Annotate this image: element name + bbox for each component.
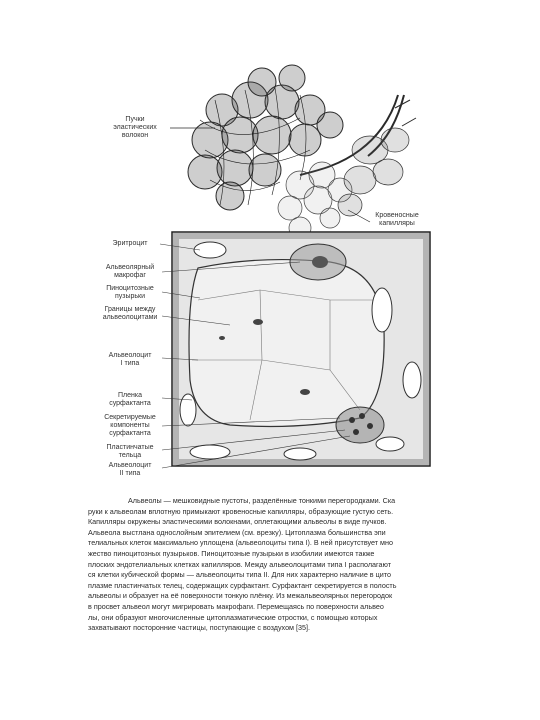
label-pinocytotic-vesicles: Пиноцитозные пузырьки [106,285,154,300]
caption-line: жество пиноцитозных пузырьков. Пиноцитозные пузырьки в изобилии имеются также [88,548,375,558]
caption-line: плазме пластинчатых телец, содержащих сурфактант. Сурфактант секретируется в полость [88,580,397,590]
figure-caption [88,496,444,634]
caption-line: захватывают посторонние частицы, поступающие с воздухом [35]. [88,623,310,633]
inset-drawing [160,232,430,468]
caption-line: плоских эндотелиальных клетках капилляров. Между альвеолоцитами типа I располагают [88,559,392,569]
caption-line: альвеолы и образует на её поверхности тонкую плёнку. Из межальвеолярных перегородок [88,591,393,601]
label-alveolocyte-type2: Альвеолоцит II типа [108,462,152,477]
label-erythrocyte: Эритроцит [112,240,148,247]
label-surfactant-film: Пленка сурфактанта [109,392,151,407]
label-blood-capillaries: Кровеносные капилляры [375,212,419,227]
caption-line: Альвеолы — мешковидные пустоты, разделённые тонкими перегородками. Ска [128,496,396,505]
caption-line: лы, они образуют многочисленные цитоплазматические отростки, с помощью которых [88,612,378,622]
label-lamellar-bodies: Пластинчатые тельца [106,444,154,459]
caption-line: Капилляры окружены эластическими волокнами, оплетающими альвеолы в виде пучков. [88,517,387,527]
caption-line: Альвеола выстлана однослойным эпителием (см. врезку). Цитоплазма большинства эпи [88,527,386,537]
caption-line: телиальных клеток максимально уплощена (альвеолоциты типа I). В ней присутствует мно [88,538,393,548]
caption-line: руки к альвеолам вплотную примыкают кровеносные капилляры, образующие густую сеть. [88,506,394,516]
caption-line: ся клетки кубической формы — альвеолоциты типа II. Для них характерно наличие в цито [88,570,391,580]
label-alveolar-macrophage: Альвеолярный макрофаг [105,264,155,279]
label-secreted-components: Секретируемые компоненты сурфактанта [104,414,156,437]
label-cell-boundaries: Границы между альвеолоцитами [102,306,158,321]
label-elastic-fibers: Пучки эластических волокон [113,116,157,139]
caption-line: в просвет альвеол могут мигрировать макрофаги. Перемещаясь по поверхности альвео [88,601,384,611]
label-alveolocyte-type1: Альвеолоцит I типа [108,352,152,367]
